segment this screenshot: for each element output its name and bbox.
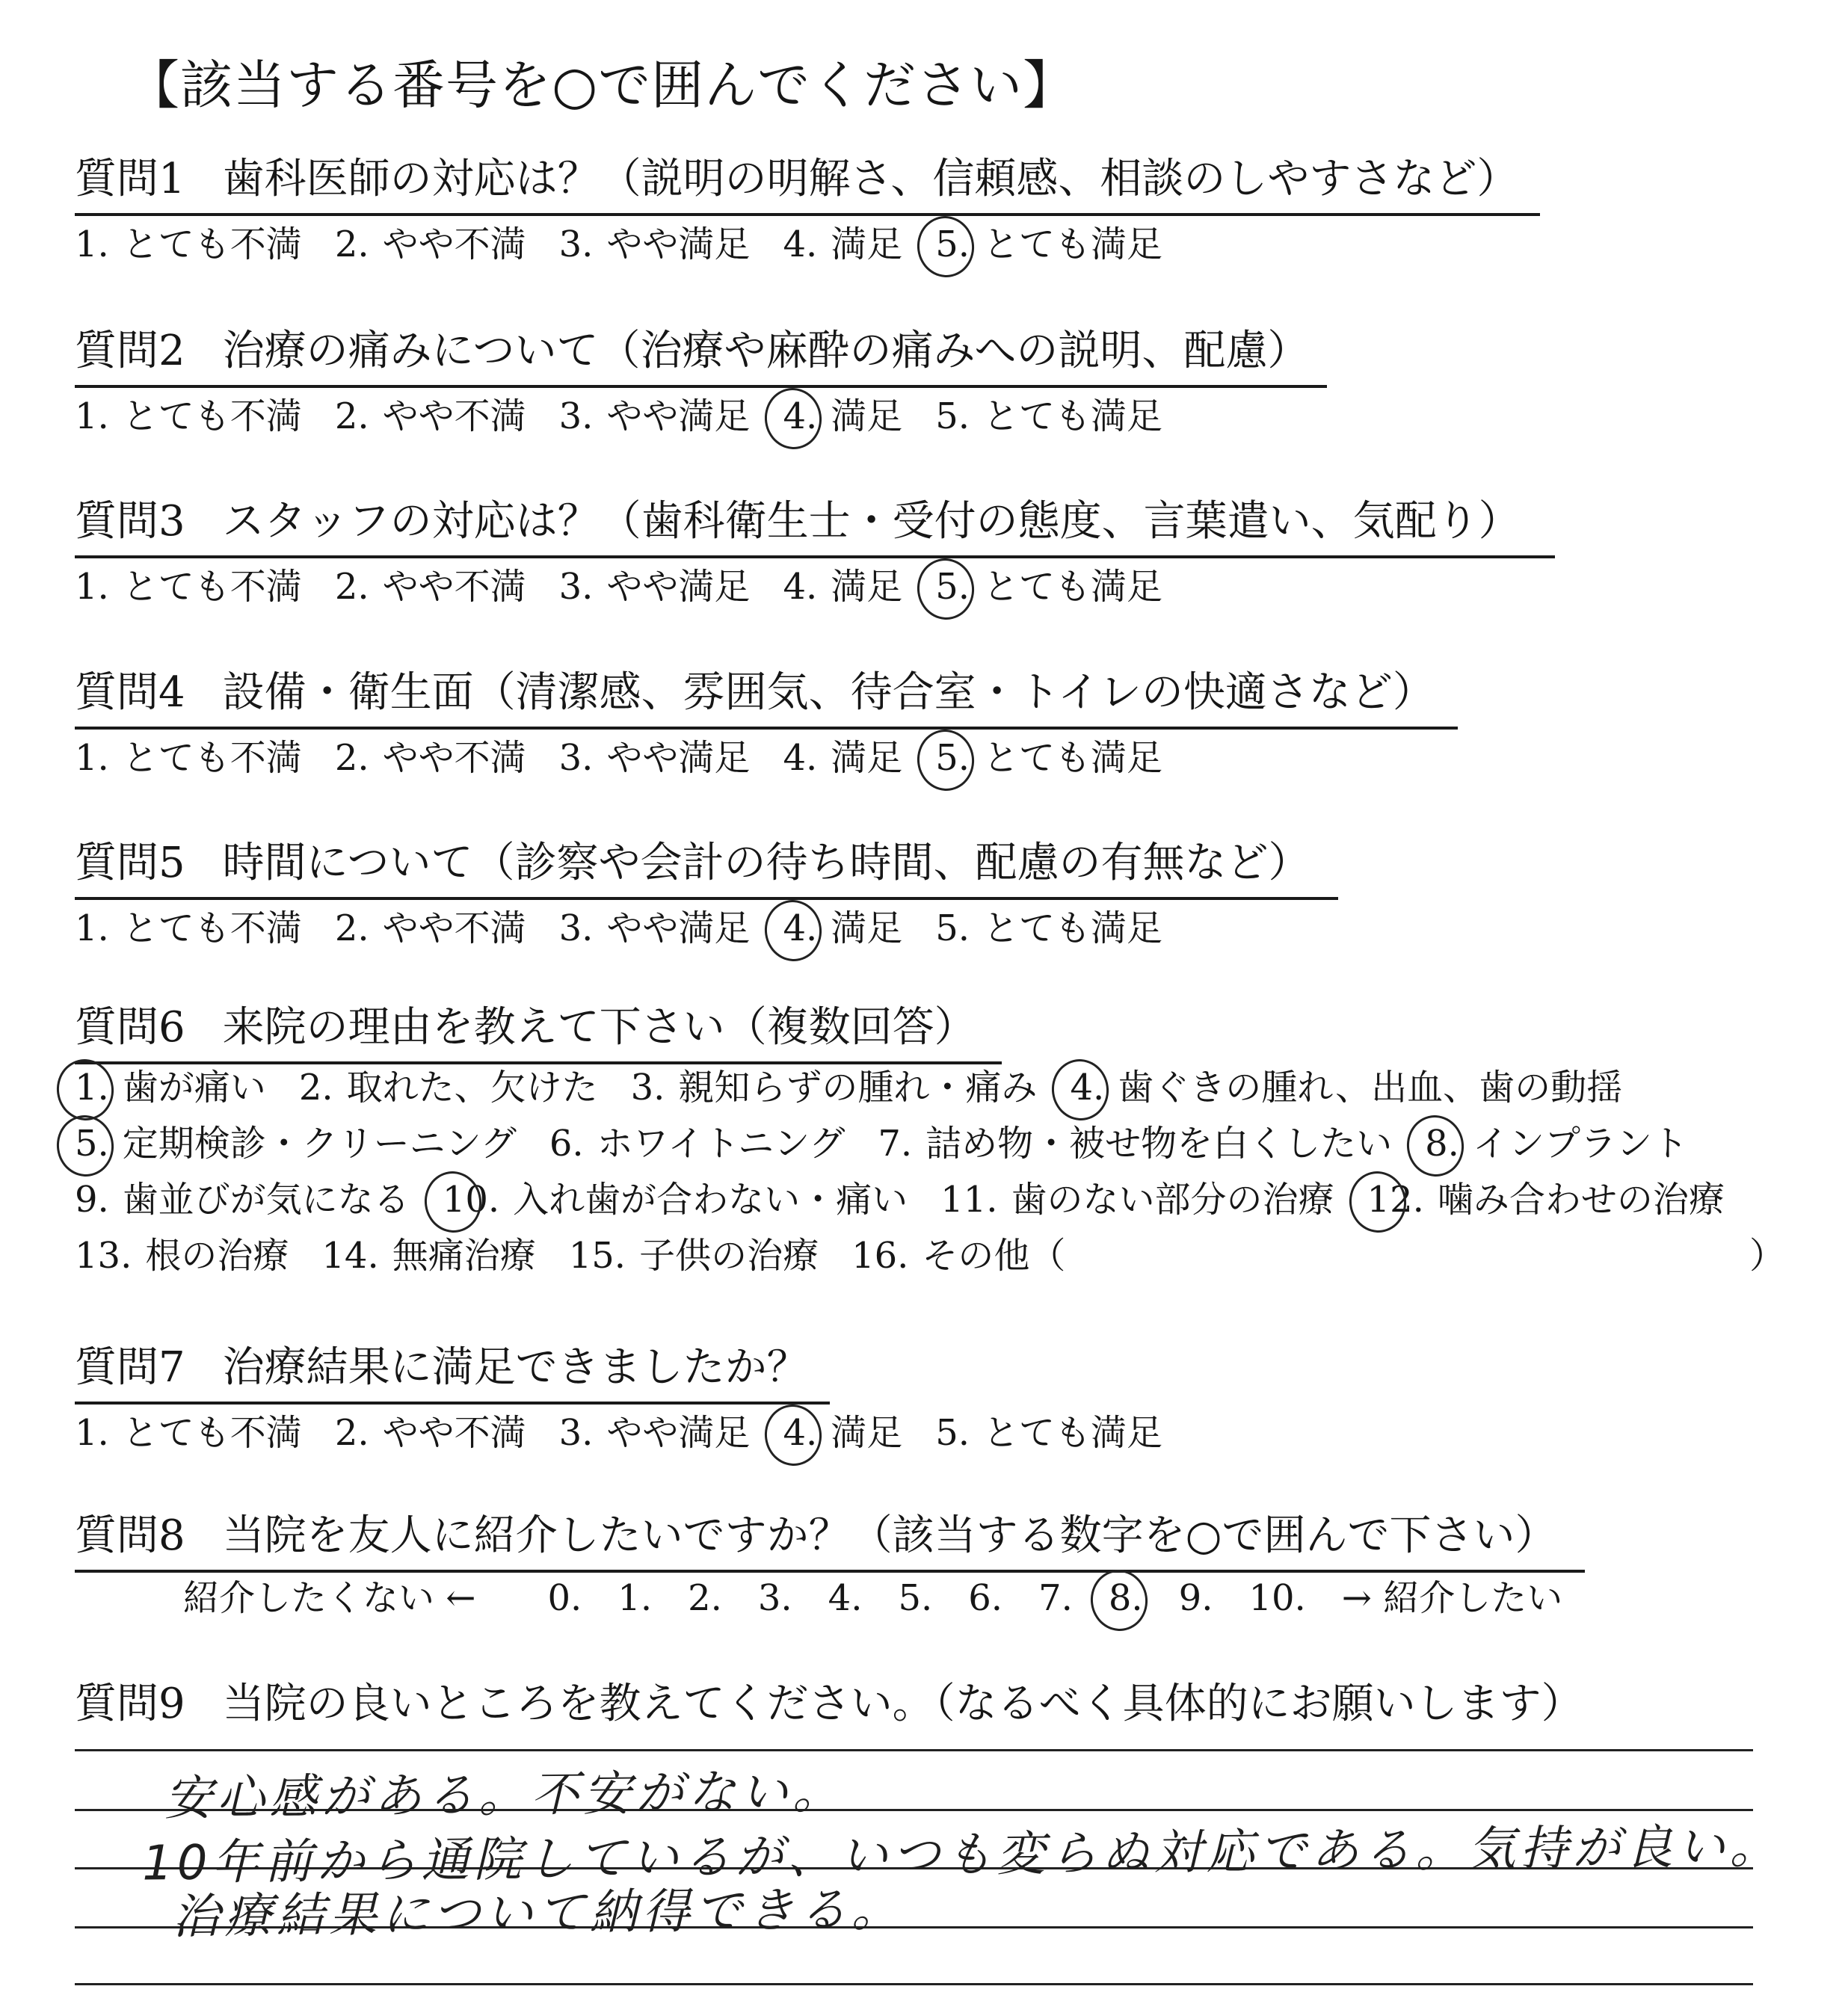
scale-number: 4. (828, 1577, 863, 1619)
reason-row (75, 1233, 1098, 1278)
question-text: 治療の痛みについて（治療や麻酔の痛みへの説明、配慮） (222, 327, 1310, 375)
question-2 (75, 325, 1327, 439)
option-number: 3. (558, 395, 594, 437)
option-number: 14. (321, 1235, 379, 1277)
option-number: 1. (75, 907, 109, 949)
circled-option-number: 4. (783, 395, 818, 437)
handwritten-answer-line: 治療結果について納得できる。 (171, 1881, 905, 1946)
answer-option (783, 564, 902, 609)
option-number: 5. (935, 1412, 970, 1454)
circled-option-number: 4. (783, 907, 818, 949)
option-label: やや不満 (382, 737, 526, 779)
question-text: 設備・衛生面（清潔感、雰囲気、待合室・トイレの快適さなど） (222, 668, 1435, 717)
option-label: やや不満 (382, 395, 526, 437)
question-text: 治療結果に満足できましたか？ (222, 1343, 809, 1392)
option-label: やや満足 (606, 395, 751, 437)
circled-option-number: 1. (75, 1067, 109, 1109)
option-label: とても満足 (983, 1412, 1163, 1454)
circled-option-number: 4. (1070, 1067, 1105, 1109)
question-3 (75, 496, 1555, 609)
answer-option (75, 222, 302, 267)
option-label: 満足 (831, 566, 903, 608)
question-label: 質問4 (75, 668, 185, 717)
option-number: 2. (334, 1412, 369, 1454)
question-4 (75, 667, 1458, 780)
question-text: 当院を友人に紹介したいですか？（該当する数字を○で囲んで下さい） (222, 1511, 1557, 1560)
option-label: 満足 (831, 395, 903, 437)
answer-option (559, 564, 751, 609)
answer-options (75, 394, 1327, 439)
answer-option (75, 1121, 517, 1166)
answer-option (1425, 1121, 1688, 1166)
option-label: とても不満 (122, 907, 302, 949)
option-number: 2. (298, 1067, 333, 1109)
option-number: 15. (568, 1235, 626, 1277)
option-label: 満足 (831, 737, 903, 779)
answer-option (299, 1065, 598, 1110)
scale-number: 6. (968, 1577, 1003, 1619)
option-label: やや満足 (606, 907, 751, 949)
option-label: やや満足 (606, 1412, 751, 1454)
option-label: 詰め物・被せ物を白くしたい (925, 1123, 1393, 1165)
question-text: スタッフの対応は？（歯科衛生士・受付の態度、言葉遣い、気配り） (222, 497, 1521, 546)
option-label: とても満足 (983, 223, 1163, 265)
option-label: 満足 (831, 1412, 903, 1454)
option-label: ホワイトニング (597, 1123, 846, 1165)
answer-option (335, 1410, 526, 1455)
answer-option (783, 1410, 902, 1455)
option-number: 3. (558, 737, 594, 779)
answer-option (783, 736, 902, 780)
option-label: その他（ (922, 1235, 1066, 1277)
answer-option (549, 1121, 845, 1166)
question-5 (75, 837, 1338, 951)
option-label: とても満足 (983, 907, 1163, 949)
option-number: 4. (783, 737, 818, 779)
answer-rule (75, 1749, 1753, 1751)
scale-number: 10. (1248, 1577, 1306, 1619)
question-6 (75, 1002, 1002, 1064)
option-label: とても不満 (122, 395, 302, 437)
question-label: 質問1 (75, 155, 185, 203)
option-number: 1. (75, 737, 109, 779)
option-number: 3. (558, 566, 594, 608)
question-label: 質問3 (75, 497, 185, 546)
question-text: 時間について（診察や会計の待ち時間、配慮の有無など） (222, 839, 1310, 887)
circled-option-number: 10. (442, 1179, 500, 1221)
answer-option (935, 564, 1162, 609)
option-label: やや不満 (382, 1412, 526, 1454)
option-number: 9. (75, 1179, 109, 1221)
answer-option (335, 394, 526, 439)
circled-option-number: 8. (1425, 1123, 1459, 1165)
option-number: 16. (851, 1235, 909, 1277)
circled-option-number: 4. (783, 1412, 818, 1454)
question-label: 質問9 (75, 1680, 185, 1728)
option-number: 3. (630, 1067, 665, 1109)
option-label: 定期検診・クリーニング (122, 1123, 517, 1165)
answer-option (783, 222, 902, 267)
option-number: 2. (334, 566, 369, 608)
option-label: やや満足 (606, 737, 751, 779)
answer-option (559, 906, 751, 951)
answer-option (559, 736, 751, 780)
option-number: 3. (558, 223, 594, 265)
option-number: 7. (878, 1123, 913, 1165)
answer-option (75, 1233, 289, 1278)
answer-option (443, 1177, 908, 1222)
question-9 (75, 1678, 1583, 1730)
option-number: 4. (783, 223, 818, 265)
question-text: 来院の理由を教えて下さい（複数回答） (222, 1003, 976, 1052)
scale-number: 7. (1038, 1577, 1073, 1619)
option-label: インプラント (1472, 1123, 1688, 1165)
option-label: やや不満 (382, 223, 526, 265)
answer-option (878, 1121, 1392, 1166)
scale-numbers (547, 1576, 1341, 1621)
option-label: とても不満 (122, 1412, 302, 1454)
option-label: とても不満 (122, 737, 302, 779)
answer-option (935, 1410, 1162, 1455)
answer-option (75, 1410, 302, 1455)
answer-options (75, 564, 1555, 609)
option-label: 子供の治療 (639, 1235, 819, 1277)
option-number: 3. (558, 1412, 594, 1454)
option-label: 歯並びが気になる (122, 1179, 410, 1221)
answer-option (559, 394, 751, 439)
answer-option (75, 394, 302, 439)
answer-option (75, 906, 302, 951)
scale-number: 0. (547, 1577, 582, 1619)
scale-number: 9. (1178, 1577, 1213, 1619)
scale-number: 2. (688, 1577, 722, 1619)
question-label: 質問6 (75, 1003, 185, 1052)
option-number: 2. (334, 737, 369, 779)
answer-options (75, 906, 1338, 951)
reason-row (75, 1121, 1721, 1166)
answer-rule (75, 1983, 1753, 1985)
answer-option (935, 394, 1162, 439)
answer-options (75, 736, 1458, 780)
option-number: 5. (935, 395, 970, 437)
option-number: 13. (75, 1235, 132, 1277)
answer-option (631, 1065, 1038, 1110)
answer-option (75, 736, 302, 780)
option-number: 3. (558, 907, 594, 949)
option-label: とても満足 (983, 395, 1163, 437)
answer-option (935, 906, 1162, 951)
option-label: 歯が痛い (122, 1067, 266, 1109)
handwritten-answer-line: 安心感がある。不安がない。 (164, 1764, 846, 1827)
option-label: やや満足 (606, 223, 751, 265)
page-title: 【該当する番号を○で囲んでください】 (127, 55, 1077, 116)
referral-scale (183, 1576, 1598, 1621)
answer-option (935, 736, 1162, 780)
other-close-paren: ） (1749, 1235, 1786, 1277)
option-label: 根の治療 (145, 1235, 289, 1277)
answer-option (940, 1177, 1334, 1222)
answer-option (569, 1233, 819, 1278)
question-label: 質問2 (75, 327, 185, 375)
answer-option (335, 736, 526, 780)
option-label: 歯ぐきの腫れ、出血、歯の動揺 (1118, 1067, 1623, 1109)
answer-option (335, 564, 526, 609)
answer-option (935, 222, 1162, 267)
answer-option (559, 1410, 751, 1455)
option-label: 歯のない部分の治療 (1011, 1179, 1334, 1221)
answer-option (335, 222, 526, 267)
scale-left-label: 紹介したくない ← (183, 1577, 476, 1619)
option-number: 1. (75, 395, 109, 437)
circled-option-number: 5. (75, 1123, 109, 1165)
answer-option (851, 1233, 1065, 1278)
reason-row (75, 1065, 1655, 1110)
reason-row (75, 1177, 1758, 1222)
answer-option (335, 906, 526, 951)
option-label: やや満足 (606, 566, 751, 608)
option-number: 2. (334, 395, 369, 437)
option-label: やや不満 (382, 907, 526, 949)
answer-option (75, 1065, 266, 1110)
scale-number: 3. (757, 1577, 792, 1619)
option-label: 満足 (831, 907, 903, 949)
answer-option (783, 394, 902, 439)
option-label: 親知らずの腫れ・痛み (678, 1067, 1038, 1109)
option-label: とても不満 (122, 566, 302, 608)
answer-option (321, 1233, 535, 1278)
circled-option-number: 12. (1367, 1179, 1424, 1221)
question-label: 質問5 (75, 839, 185, 887)
question-8 (75, 1510, 1585, 1573)
question-label: 質問8 (75, 1511, 185, 1560)
option-label: 噛み合わせの治療 (1437, 1179, 1725, 1221)
option-number: 2. (334, 223, 369, 265)
option-number: 4. (783, 566, 818, 608)
answer-option (1367, 1177, 1725, 1222)
answer-options (75, 222, 1540, 267)
option-label: 無痛治療 (392, 1235, 536, 1277)
option-number: 1. (75, 1412, 109, 1454)
answer-option (75, 564, 302, 609)
answer-option (559, 222, 751, 267)
option-number: 11. (940, 1179, 998, 1221)
question-text: 当院の良いところを教えてください。（なるべく具体的にお願いします） (222, 1680, 1583, 1728)
question-1 (75, 153, 1540, 267)
answer-option (783, 906, 902, 951)
option-label: とても満足 (983, 566, 1163, 608)
scale-number: 5. (898, 1577, 933, 1619)
circled-scale-number: 8. (1108, 1577, 1143, 1619)
option-label: 取れた、欠けた (346, 1067, 598, 1109)
answer-option (1070, 1065, 1622, 1110)
option-number: 6. (549, 1123, 584, 1165)
circled-option-number: 5. (935, 566, 970, 608)
scale-number: 1. (617, 1577, 653, 1619)
option-label: とても満足 (983, 737, 1163, 779)
circled-option-number: 5. (935, 223, 970, 265)
handwritten-answer-line: 10年前から通院しているが、いつも変らぬ対応である。気持が良い。 (141, 1819, 1782, 1892)
circled-option-number: 5. (935, 737, 970, 779)
scale-right-label: → 紹介したい (1341, 1577, 1563, 1619)
answer-options (75, 1410, 1195, 1455)
option-label: とても不満 (122, 223, 302, 265)
answer-option (75, 1177, 410, 1222)
option-number: 5. (935, 907, 970, 949)
option-number: 2. (334, 907, 369, 949)
question-7 (75, 1342, 1195, 1455)
question-text: 歯科医師の対応は？（説明の明解さ、信頼感、相談のしやすさなど） (222, 155, 1519, 203)
option-label: 満足 (831, 223, 903, 265)
option-label: やや不満 (382, 566, 526, 608)
option-label: 入れ歯が合わない・痛い (513, 1179, 908, 1221)
option-number: 1. (75, 566, 109, 608)
option-number: 1. (75, 223, 109, 265)
question-label: 質問7 (75, 1343, 185, 1392)
